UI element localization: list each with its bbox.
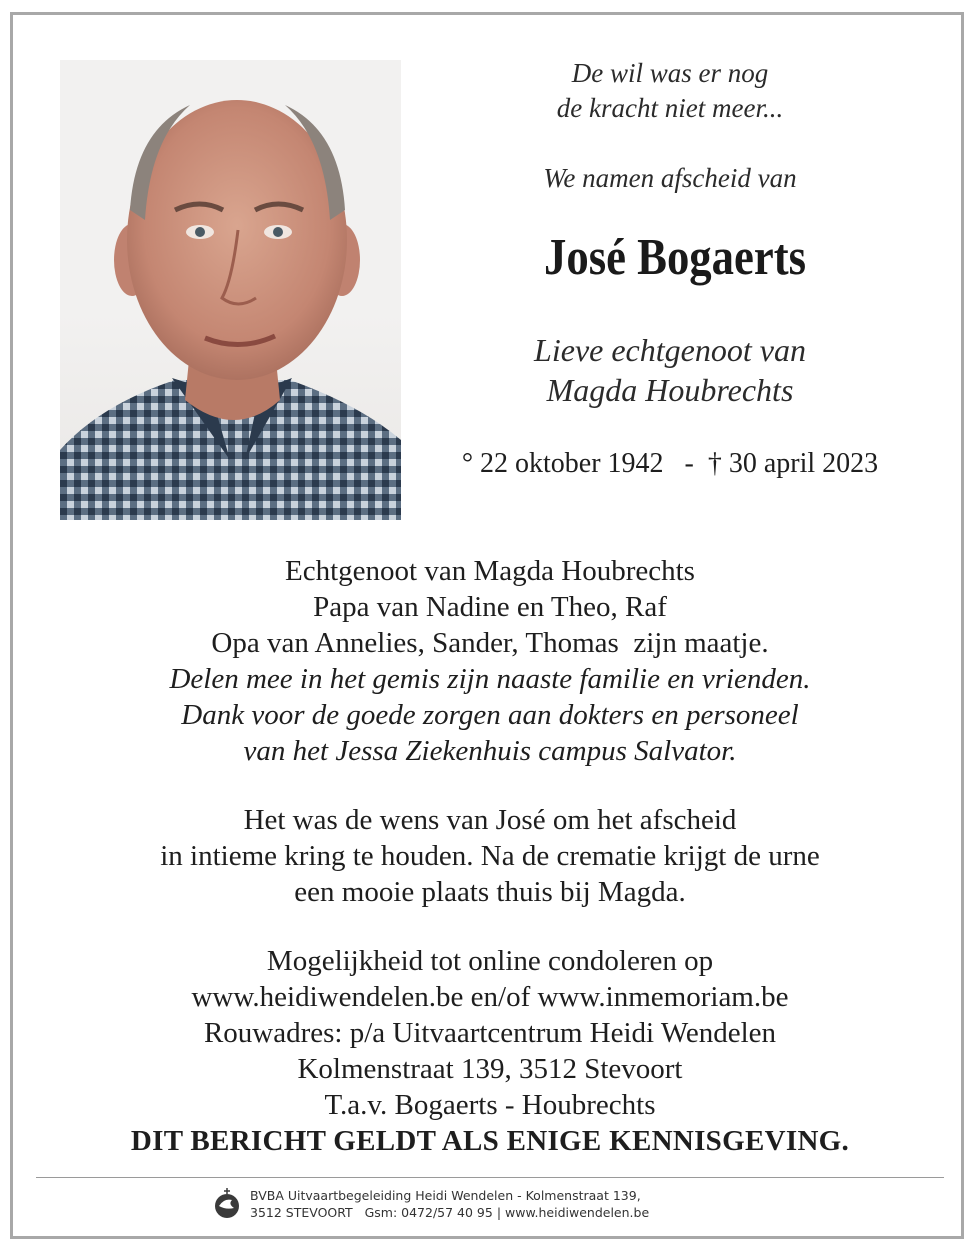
family-line-4: Delen mee in het gemis zijn naaste familie en vrienden. bbox=[169, 663, 811, 695]
portrait-photo bbox=[60, 60, 401, 520]
contact-line-4: Kolmenstraat 139, 3512 Stevoort bbox=[297, 1053, 683, 1085]
notice-text: DIT BERICHT GELDT ALS ENIGE KENNISGEVING. bbox=[130, 1125, 850, 1157]
intro-line-2: de kracht niet meer... bbox=[556, 93, 784, 123]
deceased-name: José Bogaerts bbox=[543, 229, 807, 286]
wish-line-2: in intieme kring te houden. Na de crematie krijgt de urne bbox=[160, 840, 820, 872]
footer-line-1: BVBA Uitvaartbegeleiding Heidi Wendelen - Kolmenstraat 139, bbox=[250, 1188, 641, 1203]
farewell-text: We namen afscheid van bbox=[543, 163, 797, 193]
family-line-1: Echtgenoot van Magda Houbrechts bbox=[285, 555, 695, 587]
contact-line-1: Mogelijkheid tot online condoleren op bbox=[266, 945, 714, 977]
family-line-5: Dank voor de goede zorgen aan dokters en personeel bbox=[181, 699, 799, 731]
intro-line-1: De wil was er nog bbox=[571, 58, 769, 88]
family-block bbox=[40, 553, 940, 769]
family-line-3: Opa van Annelies, Sander, Thomas zijn maatje. bbox=[211, 627, 769, 659]
footer-line-2: 3512 STEVOORT Gsm: 0472/57 40 95 | www.heidiwendelen.be bbox=[250, 1205, 650, 1220]
contact-line-5: T.a.v. Bogaerts - Houbrechts bbox=[324, 1089, 656, 1121]
family-line-6: van het Jessa Ziekenhuis campus Salvator. bbox=[243, 735, 737, 767]
relation-line-1: Lieve echtgenoot van bbox=[534, 332, 806, 368]
footer bbox=[214, 1184, 649, 1224]
relation-text bbox=[420, 330, 920, 410]
footer-text bbox=[250, 1187, 649, 1221]
footer-divider bbox=[36, 1177, 944, 1178]
family-line-2: Papa van Nadine en Theo, Raf bbox=[313, 591, 667, 623]
wish-line-1: Het was de wens van José om het afscheid bbox=[243, 804, 737, 836]
wish-block bbox=[40, 802, 940, 910]
contact-line-2: www.heidiwendelen.be en/of www.inmemoriam.be bbox=[191, 981, 789, 1013]
dove-icon bbox=[214, 1186, 240, 1222]
wish-line-3: een mooie plaats thuis bij Magda. bbox=[294, 876, 686, 908]
relation-line-2: Magda Houbrechts bbox=[546, 372, 794, 408]
life-dates: ° 22 oktober 1942 - † 30 april 2023 bbox=[461, 448, 879, 479]
contact-line-3: Rouwadres: p/a Uitvaartcentrum Heidi Wendelen bbox=[203, 1017, 777, 1049]
intro-verse bbox=[420, 56, 920, 126]
contact-block bbox=[40, 943, 940, 1159]
